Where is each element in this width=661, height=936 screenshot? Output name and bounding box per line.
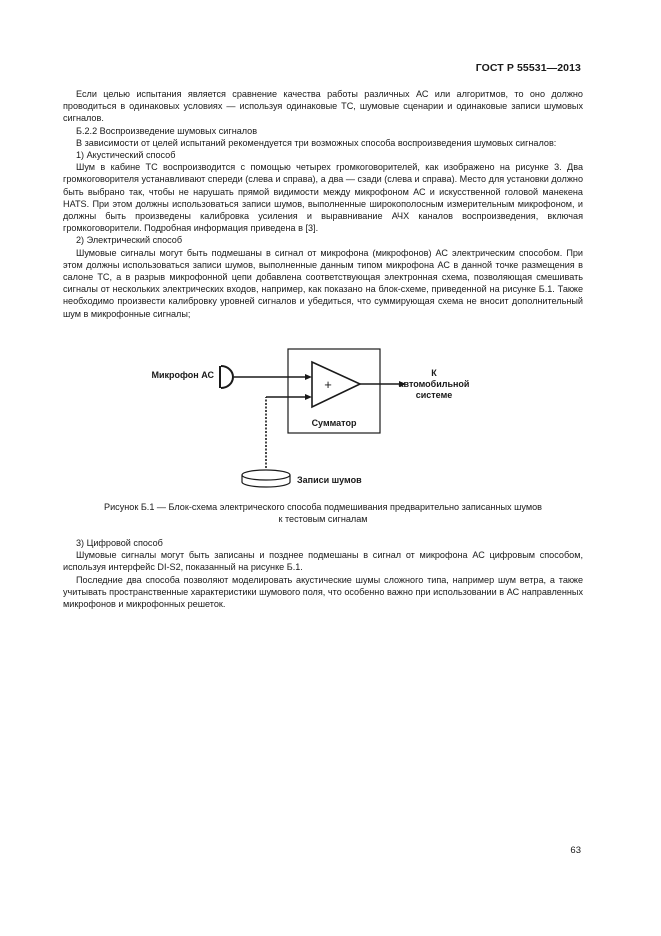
output-label-line2: автомобильной (398, 379, 470, 389)
output-label-line1: К (431, 368, 437, 378)
figure-caption-line1: Рисунок Б.1 — Блок-схема электрического способа подмешивания предварительно записанных шумов (104, 502, 542, 512)
page-number: 63 (570, 845, 581, 856)
disk-top-icon (242, 470, 290, 480)
arrow-head-icon (305, 374, 312, 380)
figure-caption-line2: к тестовым сигналам (278, 514, 368, 525)
mic-capsule-icon (221, 366, 233, 388)
summator-label: Сумматор (311, 418, 357, 428)
output-label-line3: системе (415, 390, 453, 400)
body-text-top (63, 88, 583, 320)
section-heading: Б.2.2 Воспроизведение шумовых сигналов (76, 125, 258, 136)
list-item-heading: 1) Акустический способ (76, 150, 176, 161)
paragraph: Последние два способа позволяют моделировать акустические шумы сложного типа, например шум ветра, а также учитывать пространственные характеристики шумового поля, что особенно важно при использовании в АС направленных микрофонов и микрофонных решеток. (63, 574, 583, 610)
summator-plus: + (324, 377, 332, 392)
noise-arrow-icon (305, 394, 312, 400)
paragraph: В зависимости от целей испытаний рекомендуется три возможных способа воспроизведения шумовых сигналов: (76, 137, 557, 148)
block-diagram (0, 340, 661, 500)
summator-triangle (312, 362, 360, 407)
list-item-heading: 3) Цифровой способ (76, 538, 163, 548)
standard-header: ГОСТ Р 55531—2013 (475, 62, 581, 74)
list-item-heading: 2) Электрический способ (76, 235, 183, 246)
noise-label: Записи шумов (297, 475, 362, 485)
figure-caption (63, 501, 583, 525)
paragraph: Если целью испытания является сравнение качества работы различных АС или алгоритмов, то оно должно проводиться в одинаковых условиях — используя одинаковые ТС, шумовые сценарии и одинаковые записи шумовых сигналов. (63, 89, 583, 124)
body-text-bottom (63, 537, 583, 610)
mic-label: Микрофон АС (151, 370, 214, 380)
paragraph: Шум в кабине ТС воспроизводится с помощью четырех громкоговорителей, как изображено на рисунке 3. Два громкоговорителя устанавливают спереди (слева и справа), а два — сзади (слева и справа). Место для установки должно быть выбрано так, чтобы не нарушать прямой видимости между микрофоном АС и искусственной головой манекена HATS. При этом должны использоваться записи шумов, выполненные широкополосным измерительным микрофоном, и должны быть произведены калибровка усиления и выравнивание АЧХ каналов воспроизведения, включая громкоговорители. Подробная информация приведена в [3]. (63, 162, 583, 234)
paragraph: Шумовые сигналы могут быть записаны и позднее подмешаны в сигнал от микрофона АС цифровым способом, используя интерфейс DI-S2, показанный на рисунке Б.1. (63, 550, 583, 573)
paragraph: Шумовые сигналы могут быть подмешаны в сигнал от микрофона (микрофонов) АС электрическим способом. При этом должны использоваться записи шумов, выполненные данным типом микрофона АС в данной точке размещения в салоне ТС, а в разрыв микрофонной цепи добавлена соответствующая электронная схема, позволяющая смешивать сигналы от нескольких электрических входов, например, как показано на блок-схеме, приведенной на рисунке Б.1. Также необходимо произвести калибровку уровней сигналов и убедиться, что суммирующая схема не вносит дополнительный шум в микрофонные сигналы; (63, 247, 583, 319)
